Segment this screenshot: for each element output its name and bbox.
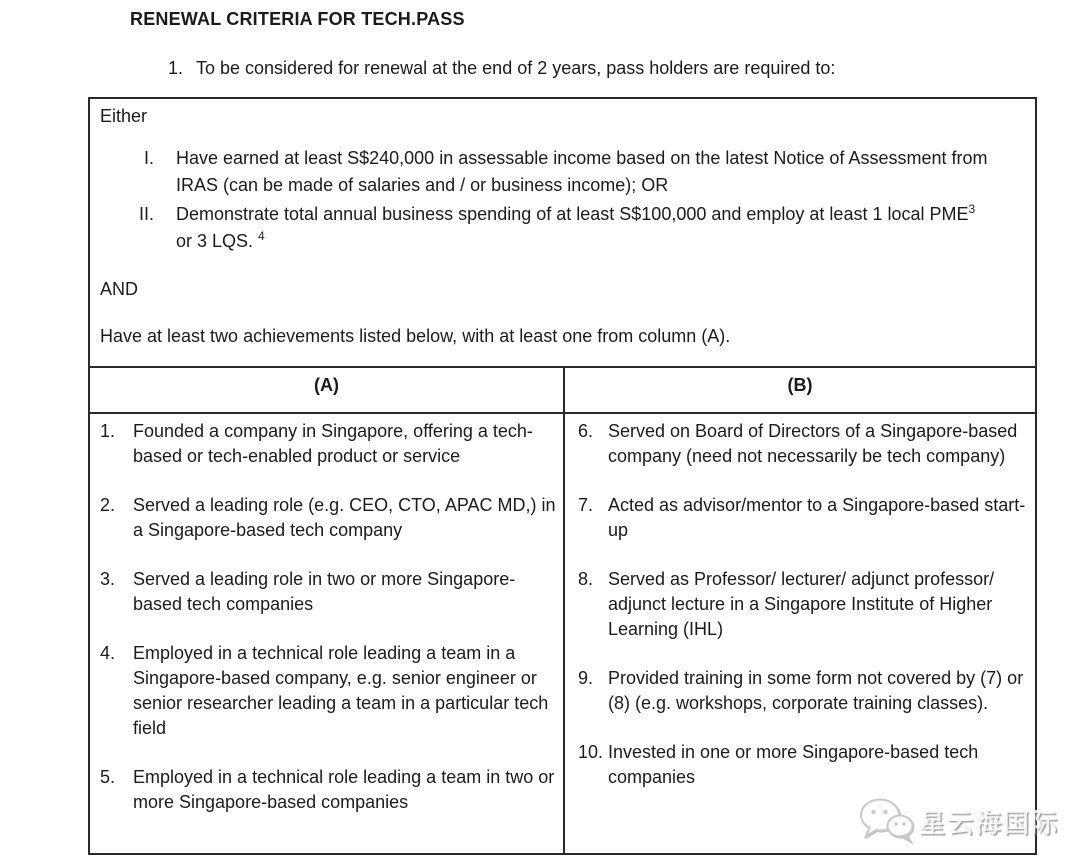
- item-text: Employed in a technical role leading a team in a Singapore-based company, e.g. senior engineer or senior researcher leading a team in a particular tech field: [133, 643, 549, 738]
- column-b-cell: [565, 414, 1035, 853]
- table-item: [578, 567, 1035, 642]
- item-number: 4.: [100, 643, 116, 663]
- column-a-cell: [90, 414, 563, 853]
- either-option: [134, 201, 991, 255]
- and-label: AND: [100, 279, 139, 299]
- item-text: Employed in a technical role leading a team in two or more Singapore-based companies: [133, 767, 555, 812]
- intro-number: 1.: [168, 58, 184, 78]
- item-number: 2.: [100, 495, 116, 515]
- item-number: 10.: [578, 742, 604, 762]
- option-numeral: I.: [143, 148, 154, 168]
- achievements-table: [90, 366, 1035, 853]
- intro-paragraph: [168, 56, 835, 81]
- option-text: Have earned at least S$240,000 in assessable income based on the latest Notice of Assessment from IRAS (can be made of salaries and / or business income); OR: [176, 148, 988, 195]
- item-text: Acted as advisor/mentor to a Singapore-based start-up: [608, 495, 1026, 540]
- achievements-intro: Have at least two achievements listed below, with at least one from column (A).: [100, 326, 731, 346]
- either-options-list: [134, 145, 991, 257]
- watermark-brand-text: 星云海国际: [919, 807, 1060, 838]
- table-header-row: [90, 368, 1035, 414]
- either-option: [134, 145, 991, 199]
- table-item: [578, 493, 1035, 543]
- item-text: Served a leading role (e.g. CEO, CTO, APAC MD,) in a Singapore-based tech company: [133, 495, 556, 540]
- table-item: [100, 567, 563, 617]
- item-text: Served a leading role in two or more Singapore-based tech companies: [133, 569, 516, 614]
- page-title: RENEWAL CRITERIA FOR TECH.PASS: [130, 9, 465, 29]
- item-number: 8.: [578, 569, 594, 589]
- item-text: Served on Board of Directors of a Singapore-based company (need not necessarily be tech company): [608, 421, 1018, 466]
- table-item: [100, 641, 563, 741]
- table-body: [90, 414, 1035, 853]
- criteria-box: [88, 97, 1037, 855]
- footnote-superscript: 4: [258, 229, 265, 243]
- table-item: [578, 419, 1035, 469]
- item-number: 3.: [100, 569, 116, 589]
- column-a-header: (A): [314, 375, 339, 395]
- item-number: 6.: [578, 421, 594, 441]
- table-item: [100, 419, 563, 469]
- item-number: 1.: [100, 421, 116, 441]
- item-number: 9.: [578, 668, 594, 688]
- intro-text: To be considered for renewal at the end of 2 years, pass holders are required to:: [196, 58, 836, 78]
- table-item: [100, 493, 563, 543]
- either-label: Either: [100, 106, 148, 126]
- column-b-header: (B): [787, 375, 813, 395]
- item-text: Invested in one or more Singapore-based tech companies: [608, 742, 979, 787]
- item-text: Founded a company in Singapore, offering a tech-based or tech-enabled product or service: [133, 421, 533, 466]
- table-item: [578, 666, 1035, 716]
- option-text: Demonstrate total annual business spending of at least S$100,000 and employ at least 1 local PME$^3$ or 3 LQS. $^4$: [176, 202, 976, 251]
- table-item: [578, 740, 1035, 790]
- item-number: 5.: [100, 767, 116, 787]
- item-number: 7.: [578, 495, 594, 515]
- option-numeral: II.: [138, 204, 154, 224]
- table-item: [100, 765, 563, 815]
- item-text: Served as Professor/ lecturer/ adjunct professor/ adjunct lecture in a Singapore Institute of Higher Learning (IHL): [608, 569, 995, 639]
- footnote-superscript: 3: [968, 202, 976, 216]
- item-text: Provided training in some form not covered by (7) or (8) (e.g. workshops, corporate training classes).: [608, 668, 1024, 713]
